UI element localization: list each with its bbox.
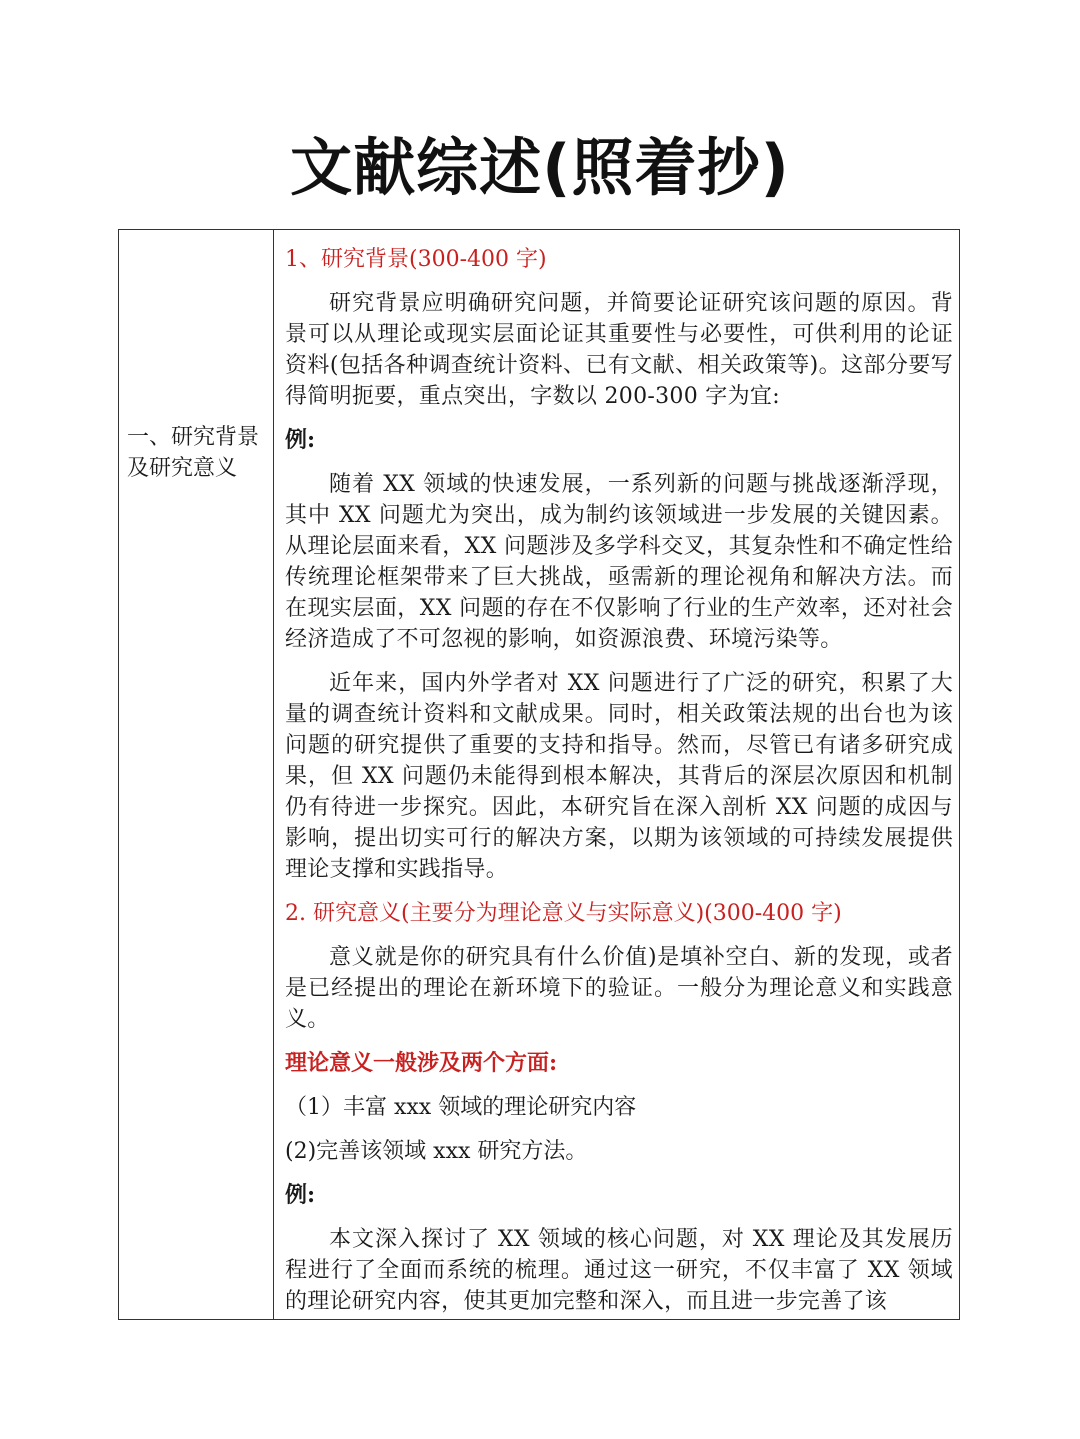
theory-item-1: （1）丰富 xxx 领域的理论研究内容 bbox=[285, 1095, 637, 1120]
row-label: 一、研究背景及研究意义 bbox=[127, 425, 260, 481]
table-label-cell bbox=[119, 230, 274, 1319]
section1-intro: 研究背景应明确研究问题，并简要论证研究该问题的原因。背景可以从理论或现实层面论证其重要性与必要性，可供利用的论证资料(包括各种调查统计资料、已有文献、相关政策等)。这部分要写得简明扼要，重点突出，字数以 200-300 字为宜: bbox=[285, 291, 953, 409]
section2-heading: 2. 研究意义(主要分为理论意义与实际意义)(300-400 字) bbox=[285, 901, 842, 926]
example2-paragraph-1: 本文深入探讨了 XX 领域的核心问题，对 XX 理论及其发展历程进行了全面而系统的梳理。通过这一研究，不仅丰富了 XX 领域的理论研究内容，使其更加完整和深入，而且进一步完善了该 bbox=[285, 1227, 953, 1314]
example-label: 例: bbox=[285, 427, 316, 453]
example-label: 例: bbox=[285, 1182, 316, 1208]
theory-item-2: (2)完善该领域 xxx 研究方法。 bbox=[285, 1139, 588, 1164]
theory-heading: 理论意义一般涉及两个方面: bbox=[285, 1050, 558, 1076]
section1-heading: 1、研究背景(300-400 字) bbox=[285, 247, 547, 272]
content-table bbox=[118, 229, 960, 1320]
table-content-cell bbox=[275, 230, 959, 1319]
section2-intro: 意义就是你的研究具有什么价值)是填补空白、新的发现，或者是已经提出的理论在新环境下的验证。一般分为理论意义和实践意义。 bbox=[285, 945, 953, 1032]
page-title: 文献综述(照着抄) bbox=[290, 131, 790, 204]
example1-paragraph-1: 随着 XX 领域的快速发展，一系列新的问题与挑战逐渐浮现，其中 XX 问题尤为突出，成为制约该领域进一步发展的关键因素。从理论层面来看，XX 问题涉及多学科交叉，其复杂性和不确定性给传统理论框架带来了巨大挑战，亟需新的理论视角和解决方法。而在现实层面，XX 问题的存在不仅影响了行业的生产效率，还对社会经济造成了不可忽视的影响，如资源浪费、环境污染等。 bbox=[285, 472, 953, 652]
example1-paragraph-2: 近年来，国内外学者对 XX 问题进行了广泛的研究，积累了大量的调查统计资料和文献成果。同时，相关政策法规的出台也为该问题的研究提供了重要的支持和指导。然而，尽管已有诸多研究成果，但 XX 问题仍未能得到根本解决，其背后的深层次原因和机制仍有待进一步探究。因此，本研究旨在深入剖析 XX 问题的成因与影响，提出切实可行的解决方案，以期为该领域的可持续发展提供理论支撑和实践指导。 bbox=[285, 671, 953, 882]
